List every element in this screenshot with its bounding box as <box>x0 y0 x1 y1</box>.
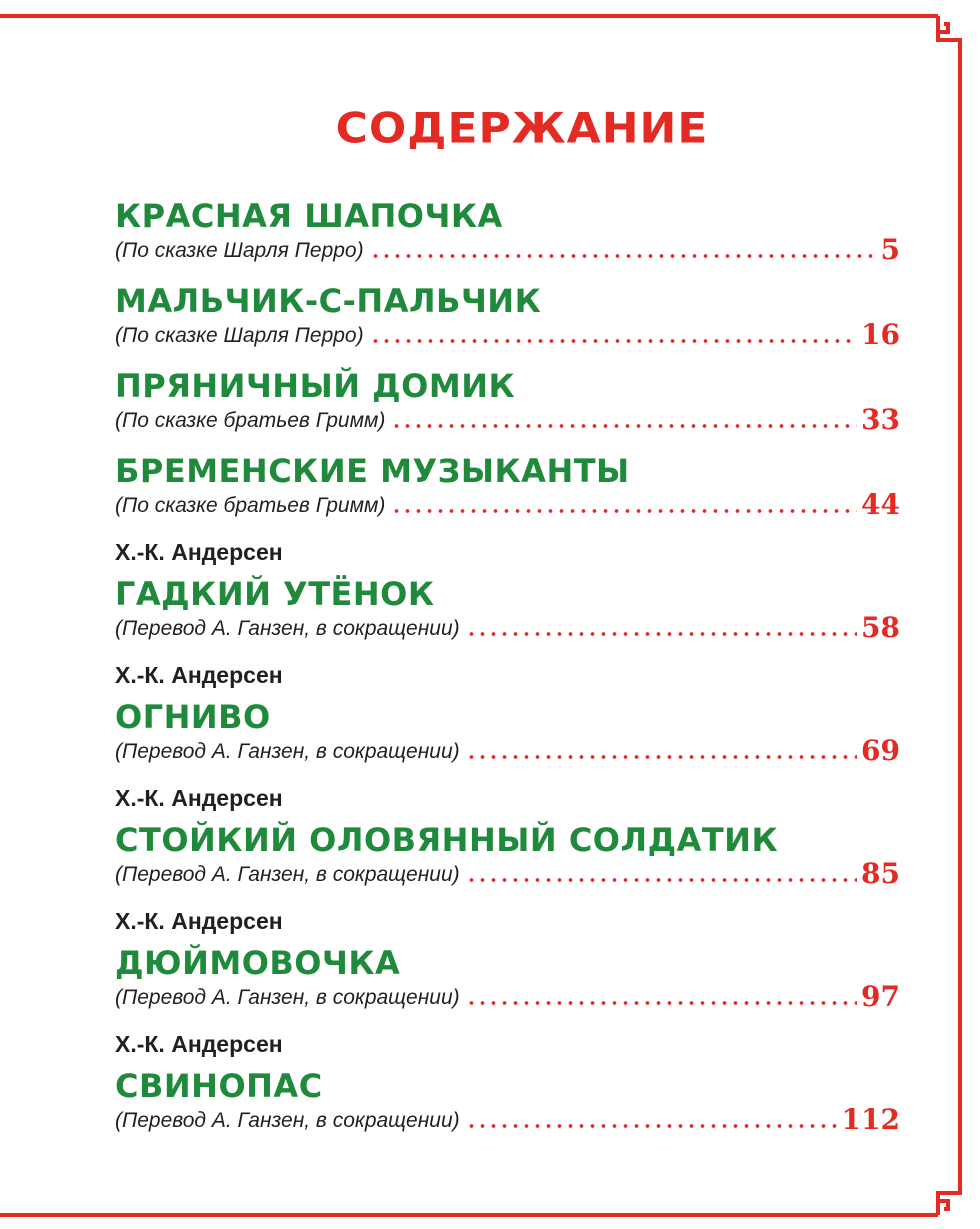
dot-leader <box>466 1001 857 1005</box>
toc-entry-row[interactable] <box>115 979 900 1011</box>
toc-page-number: 85 <box>861 857 900 890</box>
toc-entry-title[interactable]: ДЮЙМОВОЧКА <box>115 944 401 982</box>
toc-entry-subtitle: (По сказке братьев Гримм) <box>115 494 386 517</box>
toc-entry-subtitle: (Перевод А. Ганзен, в сокращении) <box>115 740 460 763</box>
toc-entry-subtitle: (Перевод А. Ганзен, в сокращении) <box>115 986 460 1009</box>
dot-leader <box>391 509 857 513</box>
toc-entry-subtitle: (Перевод А. Ганзен, в сокращении) <box>115 863 460 886</box>
toc-entry-title[interactable]: МАЛЬЧИК-С-ПАЛЬЧИК <box>115 282 542 320</box>
dot-leader <box>391 424 857 428</box>
toc-page-number: 16 <box>861 318 900 351</box>
toc-entry-subtitle: (Перевод А. Ганзен, в сокращении) <box>115 617 460 640</box>
toc-entry-title[interactable]: СВИНОПАС <box>115 1067 323 1105</box>
toc-entry-title[interactable]: ГАДКИЙ УТЁНОК <box>115 575 435 613</box>
toc-page-number: 5 <box>880 233 900 266</box>
toc-entry-title[interactable]: КРАСНАЯ ШАПОЧКА <box>115 197 503 235</box>
toc-entry-row[interactable] <box>115 1102 900 1134</box>
toc-entry-row[interactable] <box>115 487 900 519</box>
toc-entry-row[interactable] <box>115 610 900 642</box>
toc-entry-title[interactable]: БРЕМЕНСКИЕ МУЗЫКАНТЫ <box>115 452 630 490</box>
toc-entry-author: Х.-К. Андерсен <box>115 1031 283 1057</box>
page-title: СОДЕРЖАНИЕ <box>335 104 709 153</box>
toc-entry-row[interactable] <box>115 317 900 349</box>
toc-page-number: 97 <box>861 980 900 1013</box>
toc-page-number: 69 <box>861 734 900 767</box>
dot-leader <box>370 254 877 258</box>
toc-entry-title[interactable]: СТОЙКИЙ ОЛОВЯННЫЙ СОЛДАТИК <box>115 821 779 859</box>
toc-entry-author: Х.-К. Андерсен <box>115 662 283 688</box>
toc-entry-author: Х.-К. Андерсен <box>115 908 283 934</box>
toc-entry-title[interactable]: ПРЯНИЧНЫЙ ДОМИК <box>115 367 516 405</box>
toc-entry-subtitle: (По сказке Шарля Перро) <box>115 239 364 262</box>
dot-leader <box>466 1124 838 1128</box>
toc-entry-title[interactable]: ОГНИВО <box>115 698 271 736</box>
dot-leader <box>466 755 857 759</box>
toc-entry-subtitle: (Перевод А. Ганзен, в сокращении) <box>115 1109 460 1132</box>
toc-page-number: 112 <box>841 1103 900 1136</box>
toc-entry-row[interactable] <box>115 232 900 264</box>
toc-page-number: 44 <box>861 488 900 521</box>
toc-page-number: 58 <box>861 611 900 644</box>
dot-leader <box>370 339 857 343</box>
toc-page-number: 33 <box>861 403 900 436</box>
toc-entry-subtitle: (По сказке братьев Гримм) <box>115 409 386 432</box>
dot-leader <box>466 878 857 882</box>
toc-entry-author: Х.-К. Андерсен <box>115 539 283 565</box>
toc-entry-row[interactable] <box>115 856 900 888</box>
toc-entry-row[interactable] <box>115 733 900 765</box>
dot-leader <box>466 632 857 636</box>
toc-entry-row[interactable] <box>115 402 900 434</box>
toc-entry-author: Х.-К. Андерсен <box>115 785 283 811</box>
toc-entry-subtitle: (По сказке Шарля Перро) <box>115 324 364 347</box>
